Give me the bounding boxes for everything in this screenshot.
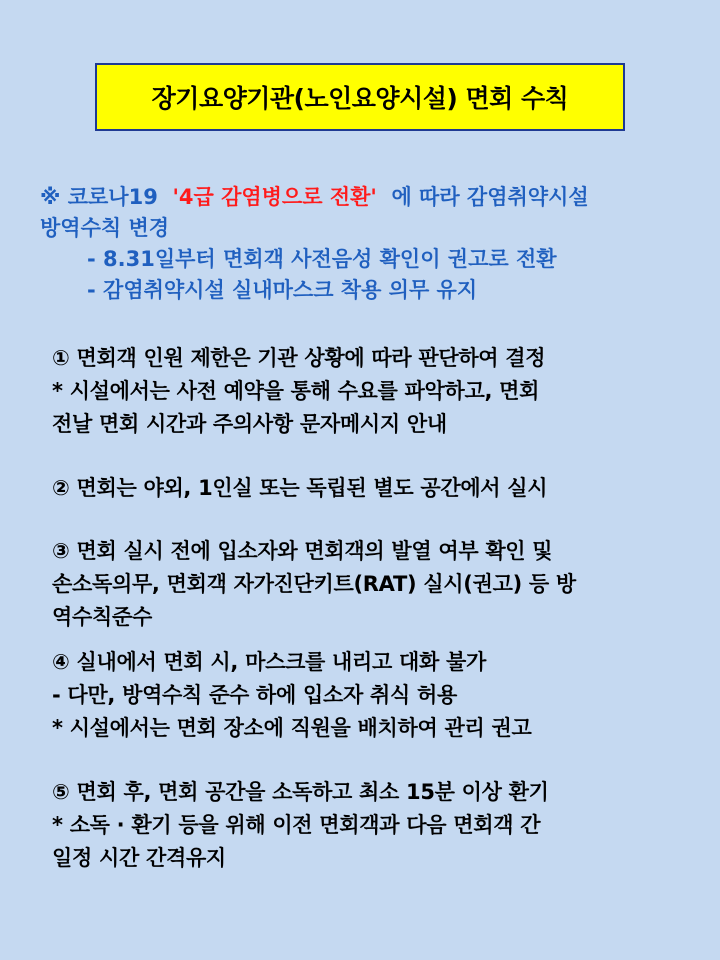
rule-3-line-2: 손소독의무, 면회객 자가진단키트(RAT) 실시(권고) 등 방: [52, 572, 576, 596]
rule-section-4: [52, 646, 692, 745]
rule-section-1: [52, 342, 692, 441]
rule-section-2: [52, 472, 692, 505]
notice-highlight: '4급 감염병으로 전환': [172, 185, 377, 209]
rule-5-line-2: * 소독 · 환기 등을 위해 이전 면회객과 다음 면회객 간: [52, 813, 541, 837]
rule-4-line-2: - 다만, 방역수칙 준수 하에 입소자 취식 허용: [52, 683, 457, 707]
notice-prefix: ※ 코로나19: [40, 185, 173, 209]
rule-5-line-1: ⑤ 면회 후, 면회 공간을 소독하고 최소 15분 이상 환기: [52, 780, 549, 804]
notice-suffix: 에 따라 감염취약시설: [376, 185, 589, 209]
notice-line-1: [40, 182, 700, 213]
rule-1-line-2: * 시설에서는 사전 예약을 통해 수요를 파악하고, 면회: [52, 379, 540, 403]
rule-2-line-1: ② 면회는 야외, 1인실 또는 독립된 별도 공간에서 실시: [52, 476, 548, 500]
rule-1-line-1: ① 면회객 인원 제한은 기관 상황에 따라 판단하여 결정: [52, 346, 546, 370]
notice-line-2: 방역수칙 변경: [40, 216, 170, 240]
page-title-text: 장기요양기관(노인요양시설) 면회 수칙: [151, 84, 569, 113]
rule-section-3: [52, 535, 692, 634]
rule-3-line-3: 역수칙준수: [52, 605, 152, 629]
rule-section-5: [52, 776, 692, 875]
rule-3-line-1: ③ 면회 실시 전에 입소자와 면회객의 발열 여부 확인 및: [52, 539, 553, 563]
notice-item-2: - 감염취약시설 실내마스크 착용 의무 유지: [87, 278, 478, 302]
rule-4-line-1: ④ 실내에서 면회 시, 마스크를 내리고 대화 불가: [52, 650, 486, 674]
notice-block: [40, 182, 700, 306]
page-title: [95, 63, 625, 131]
rule-1-line-3: 전날 면회 시간과 주의사항 문자메시지 안내: [52, 412, 447, 436]
rule-5-line-3: 일정 시간 간격유지: [52, 846, 226, 870]
notice-item-1: - 8.31일부터 면회객 사전음성 확인이 권고로 전환: [87, 247, 557, 271]
rule-4-line-3: * 시설에서는 면회 장소에 직원을 배치하여 관리 권고: [52, 716, 532, 740]
